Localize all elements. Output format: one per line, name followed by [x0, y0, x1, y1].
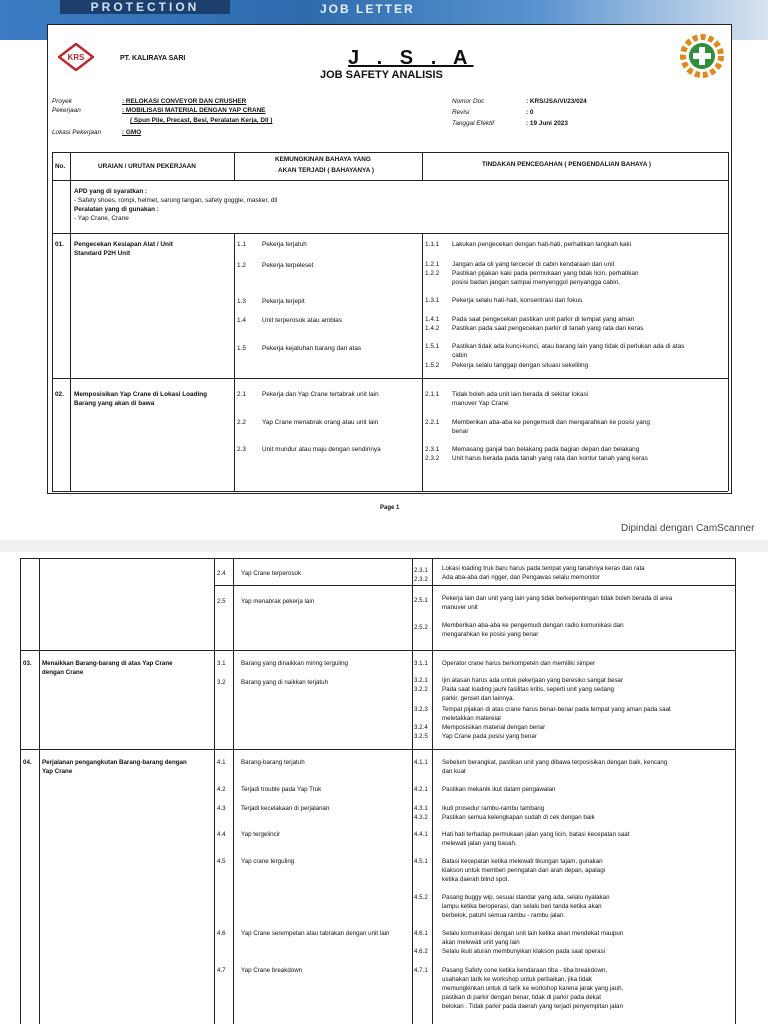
control-text: Pekerja selalu tanggap dengan situasi sekeliling	[452, 362, 589, 369]
control-text: melewati jalan yang basah.	[442, 840, 517, 847]
control-code: 4.7.1	[414, 967, 428, 974]
proyek-value: : RELOKASI CONVEYOR DAN CRUSHER	[122, 98, 247, 105]
nomor-doc-label: Nomor Doc	[452, 98, 485, 105]
hazard-code: 1.1	[237, 241, 246, 248]
control-text: manuver Yap Crane	[452, 400, 509, 407]
control-text: manuver unit	[442, 604, 478, 611]
revisi-label: Revisi	[452, 109, 470, 116]
hazard-code: 4.7	[217, 967, 226, 974]
control-text: Pastikan semua kelengkapan sudah di cek dengan baik	[442, 814, 595, 821]
tanggal-label: Tanggal Efektif	[452, 120, 495, 127]
hazard-text: Unit terperosok atau amblas	[262, 317, 342, 324]
table-rule	[735, 558, 736, 1024]
control-text: benar	[452, 428, 469, 435]
step-number: 01.	[55, 241, 64, 248]
col-uraian-header: URAIAN / URUTAN PEKERJAAN	[98, 163, 196, 170]
hazard-code: 1.4	[237, 317, 246, 324]
table-rule	[233, 558, 234, 1024]
control-text: belokan . Tidak parkir pada daerah yang terjadi penyempitan jalan	[442, 1003, 623, 1010]
control-code: 4.6.1	[414, 930, 428, 937]
control-text: Yap Crane pada posisi yang benar	[442, 733, 537, 740]
control-code: 3.2.1	[414, 677, 428, 684]
control-text: berbelok, patuhi semua rambu - rambu jalan.	[442, 912, 566, 919]
hazard-text: Barang-barang terjatuh	[241, 759, 305, 766]
step-title: Memposisikan Yap Crane di Lokasi Loading	[74, 391, 208, 398]
control-code: 2.3.1	[425, 446, 440, 453]
page-gap	[0, 540, 768, 552]
control-text: Pastikan pijakan kaki pada permukaan yang tidak licin, perhatikan	[452, 270, 639, 277]
nomor-doc-value: : KRS/JSA/VI/23/024	[526, 98, 587, 105]
hazard-code: 4.5	[217, 858, 226, 865]
page-subtitle: JOB SAFETY ANALISIS	[320, 69, 443, 81]
safety-cross-logo-icon	[678, 32, 726, 80]
control-code: 1.5.2	[425, 362, 440, 369]
pekerjaan-value: : MOBILISASI MATERIAL DENGAN YAP CRANE	[122, 107, 266, 114]
control-text: posisi badan jangan sampai menyenggol penyangga cabin.	[452, 279, 621, 286]
hazard-text: Pekerja kejatuhan barang dari atas	[262, 345, 362, 352]
krs-logo-icon	[58, 43, 94, 71]
control-text: Batasi kecepatan ketika melewati tikungan tajam, gunakan	[442, 858, 603, 865]
hazard-code: 1.2	[237, 262, 246, 269]
control-text: Pekerja selalu hati-hati, konsentrasi dan fokus	[452, 297, 583, 304]
control-text: parkir, genset dan lainnya.	[442, 695, 515, 702]
hazard-code: 4.6	[217, 930, 226, 937]
hazard-text: Yap menabrak pekerja lain	[241, 598, 315, 605]
hazard-text: Terjadi trouble pada Yap Truk	[241, 786, 322, 793]
control-text: Selalu komunikasi dengan unit lain ketika akan mendekat maupun	[442, 930, 624, 937]
table-rule	[39, 558, 40, 1024]
control-text: Pasang buggy wip, sesuai standar yang ada, selalu nyalakan	[442, 894, 610, 901]
control-text: Memberikan aba-aba ke pengemudi dan mengarahkan ke posisi yang	[452, 419, 650, 426]
control-text: Hati hati terhadap permukaan jalan yang licin, batasi kecepatan saat	[442, 831, 630, 838]
table-rule	[432, 558, 433, 1024]
control-text: ketika daerah blind spot.	[442, 876, 510, 883]
hazard-text: Yap Crane menabrak orang atau unit lain	[262, 419, 379, 426]
control-code: 4.6.2	[414, 948, 428, 955]
control-code: 4.3.1	[414, 805, 428, 812]
camscanner-watermark: Dipindai dengan CamScanner	[621, 523, 755, 534]
table-rule	[728, 152, 729, 491]
control-code: 1.4.2	[425, 325, 440, 332]
control-text: Jangan ada oli yang tercecer di cabin kendaraan dan unit	[452, 261, 615, 268]
step-title: Perjalanan pengangkutan Barang-barang dengan	[42, 759, 187, 766]
page-title: J . S . A	[348, 47, 474, 69]
hazard-text: Barang yang dinaikkan miring terguling	[241, 660, 348, 667]
hazard-code: 4.3	[217, 805, 226, 812]
control-text: mengarahkan ke posisi yang benar	[442, 631, 539, 638]
control-text: dan kuat	[442, 768, 466, 775]
control-code: 4.5.2	[414, 894, 428, 901]
apd-title: APD yang di syaratkan :	[74, 188, 148, 195]
control-text: klakson untuk memberi peringatan dari arah depan, apalagi	[442, 867, 606, 874]
hazard-text: Yap tergelincir	[241, 831, 281, 838]
hazard-code: 2.5	[217, 598, 226, 605]
control-text: Unit harus berada pada tanah yang rata dan kontur tanah yang keras	[452, 455, 648, 462]
step-title: Pengecekan Kesiapan Alat / Unit	[74, 241, 173, 248]
hazard-code: 1.5	[237, 345, 246, 352]
hazard-code: 1.3	[237, 298, 246, 305]
control-code: 3.2.4	[414, 724, 428, 731]
control-text: Tidak boleh ada unit lain berada di sekitar lokasi	[452, 391, 589, 398]
table-rule	[20, 749, 735, 750]
hazard-text: Pekerja terjepit	[262, 298, 305, 305]
control-code: 3.2.5	[414, 733, 428, 740]
hazard-code: 3.1	[217, 660, 226, 667]
control-code: 2.3.1	[414, 567, 428, 574]
company-name: PT. KALIRAYA SARI	[120, 55, 186, 62]
table-rule	[20, 558, 735, 559]
control-text: Pada saat loading jauhi fasilitas kritis, seperti unit yang sedang	[442, 686, 614, 693]
lokasi-label: Lokasi Pekerjaan	[52, 129, 102, 136]
control-text: Ijin atasan harus ada untuk pekerjaan yang beresiko sangat besar	[442, 677, 623, 684]
control-text: Memposisikan material dengan benar	[442, 724, 546, 731]
control-text: Pada saat pengecekan pastikan unit parkir di tempat yang aman	[452, 316, 635, 323]
table-rule	[52, 378, 728, 379]
control-text: Ada aba-aba dari rigger, dan Pengawas selalu memonitor	[442, 574, 600, 581]
control-text: memungkinkan untuk di tarik ke workshop karena jarak yang jauh,	[442, 985, 624, 992]
control-text: Ikuti prosedur rambu-rambu tambang	[442, 805, 545, 812]
pekerjaan-label: Pekerjaan	[52, 107, 81, 114]
hazard-text: Barang yang di naikkan terjatuh	[241, 679, 329, 686]
control-text: meletakkan matereial	[442, 715, 501, 722]
control-text: Pastikan tidak ada kunci-kunci, atau barang lain yang tidak di perlukan ada di atas	[452, 343, 685, 350]
step-title: Menaikkan Barang-barang di atas Yap Crane	[42, 660, 173, 667]
control-code: 2.5.2	[414, 624, 428, 631]
hazard-code: 2.3	[237, 446, 246, 453]
control-text: Pekerja lain dan unit yang lain yang tidak berkepentingan tidak boleh berada di area	[442, 595, 673, 602]
step-title: dengan Crane	[42, 669, 84, 676]
hazard-code: 3.2	[217, 679, 226, 686]
control-code: 1.5.1	[425, 343, 440, 350]
control-code: 3.1.1	[414, 660, 428, 667]
table-rule	[20, 558, 21, 1024]
jsa-page-2	[17, 553, 752, 1024]
table-rule	[52, 180, 728, 181]
control-text: Lokasi loading truk baru harus pada tempat yang tanahnya keras dan rata	[442, 565, 645, 572]
control-code: 1.4.1	[425, 316, 440, 323]
col-bahaya-header-1: KEMUNGKINAN BAHAYA YANG	[275, 156, 371, 163]
page-number: Page 1	[380, 505, 400, 511]
control-code: 2.3.2	[414, 576, 428, 583]
step-number: 04.	[23, 759, 32, 766]
banner-brand-text: JOB LETTER	[320, 2, 415, 16]
table-rule	[422, 233, 423, 491]
svg-text:KRS: KRS	[67, 53, 85, 62]
table-rule	[214, 585, 735, 586]
col-no-header: No.	[55, 163, 66, 170]
banner-protection-text: PROTECTION	[60, 0, 230, 14]
hazard-code: 4.2	[217, 786, 226, 793]
control-text: Pastikan pada saat pengecekan parkir di tanah yang rata dan keras	[452, 325, 644, 332]
control-text: akan melewati unit yang lain	[442, 939, 520, 946]
step-title: Barang yang akan di bawa	[74, 400, 155, 407]
control-code: 1.2.2	[425, 270, 440, 277]
hazard-text: Pekerja terjatuh	[262, 241, 307, 248]
control-code: 2.2.1	[425, 419, 440, 426]
step-number: 03.	[23, 660, 32, 667]
lokasi-value: : GMO	[122, 129, 142, 136]
control-text: Memasang ganjal ban belakang pada bagian depan dan belakang	[452, 446, 640, 453]
control-code: 3.2.3	[414, 706, 428, 713]
table-rule	[234, 233, 235, 491]
table-rule	[52, 491, 728, 492]
table-rule	[412, 558, 413, 1024]
peralatan-title: Peralatan yang di gunakan :	[74, 206, 159, 213]
control-text: cabin	[452, 352, 468, 359]
control-code: 4.4.1	[414, 831, 428, 838]
control-code: 2.5.1	[414, 597, 428, 604]
revisi-value: : 0	[526, 109, 534, 116]
hazard-code: 4.1	[217, 759, 226, 766]
control-code: 4.3.2	[414, 814, 428, 821]
control-code: 4.2.1	[414, 786, 428, 793]
control-text: Sebelum berangkat, pastikan unit yang dibawa terposisikan dengan baik, kencang	[442, 759, 668, 766]
pekerjaan-value-2: ( Spun Pile, Precast, Besi, Peralatan Kerja, Dll )	[130, 117, 273, 124]
hazard-code: 2.1	[237, 391, 246, 398]
table-rule	[52, 152, 728, 153]
table-rule	[70, 152, 71, 491]
control-text: Selalu ikuti aturan membunyikan klakson pada saat operasi	[442, 948, 606, 955]
hazard-text: Pekerja dan Yap Crane tertabrak unit lain	[262, 391, 379, 398]
col-bahaya-header-2: AKAN TERJADI ( BAHAYANYA )	[278, 167, 374, 174]
table-rule	[52, 233, 728, 234]
hazard-text: Yap Crane serempetan atau tabrakan dengan unit lain	[241, 930, 390, 937]
proyek-label: Proyek	[52, 98, 72, 105]
control-text: usahakan tarik ke workshop untuk perbaikan, jika tidak	[442, 976, 592, 983]
control-code: 4.5.1	[414, 858, 428, 865]
hazard-text: Yap crane terguling	[241, 858, 295, 865]
hazard-code: 2.4	[217, 570, 226, 577]
step-title: Standard P2H Unit	[74, 250, 131, 257]
apd-items: - Safety shoes, rompi, helmet, sarung tangan, safety goggle, masker, dll	[74, 197, 278, 204]
peralatan-items: - Yap Crane, Crane	[74, 215, 129, 222]
control-text: Lakukan pengecekan dengan hati-hati, perhatikan langkah kaki	[452, 241, 632, 248]
hazard-text: Unit mundur atau maju dengan sendirinya	[262, 446, 381, 453]
table-rule	[20, 650, 735, 651]
table-rule	[52, 152, 53, 491]
control-code: 3.2.2	[414, 686, 428, 693]
hazard-code: 2.2	[237, 419, 246, 426]
control-code: 1.1.1	[425, 241, 440, 248]
control-text: Operator crane harus berkompeten dan memiliki simper	[442, 660, 596, 667]
control-code: 4.1.1	[414, 759, 428, 766]
col-tindakan-header: TINDAKAN PENCEGAHAN ( PENGENDALIAN BAHAYA )	[482, 161, 652, 168]
control-text: Memberikan aba-aba ke pengemudi dengan radio komunikasi dan	[442, 622, 624, 629]
step-title: Yap Crane	[42, 768, 73, 775]
tanggal-value: : 19 Juni 2023	[526, 120, 568, 127]
control-code: 1.2.1	[425, 261, 440, 268]
table-rule	[234, 152, 235, 180]
control-text: Pastikan mekanik ikut dalam pengawalan	[442, 786, 556, 793]
table-rule	[422, 152, 423, 180]
control-text: Tempat pijakan di atas crane harus benar-benar pada tempat yang aman pada saat	[442, 706, 671, 713]
control-code: 2.1.1	[425, 391, 440, 398]
hazard-code: 4.4	[217, 831, 226, 838]
hazard-text: Terjadi kecelakaan di perjalanan	[241, 805, 330, 812]
control-code: 1.3.1	[425, 297, 440, 304]
control-text: Pasang Safety cone ketika kendaraan tiba - tiba breakdown,	[442, 967, 608, 974]
jsa-page-1	[47, 24, 732, 494]
hazard-text: Pekerja terpeleset	[262, 262, 314, 269]
hazard-text: Yap Crane breakdown	[241, 967, 303, 974]
control-text: lampu ketika beroperasi, dan selalu beri tanda ketika akan	[442, 903, 602, 910]
table-rule	[214, 558, 215, 1024]
control-code: 2.3.2	[425, 455, 440, 462]
hazard-text: Yap Crane terperosok	[241, 570, 302, 577]
control-text: pastikan di parkir dengan benar, tidak di parkir pada dekat	[442, 994, 601, 1001]
step-number: 02.	[55, 391, 64, 398]
